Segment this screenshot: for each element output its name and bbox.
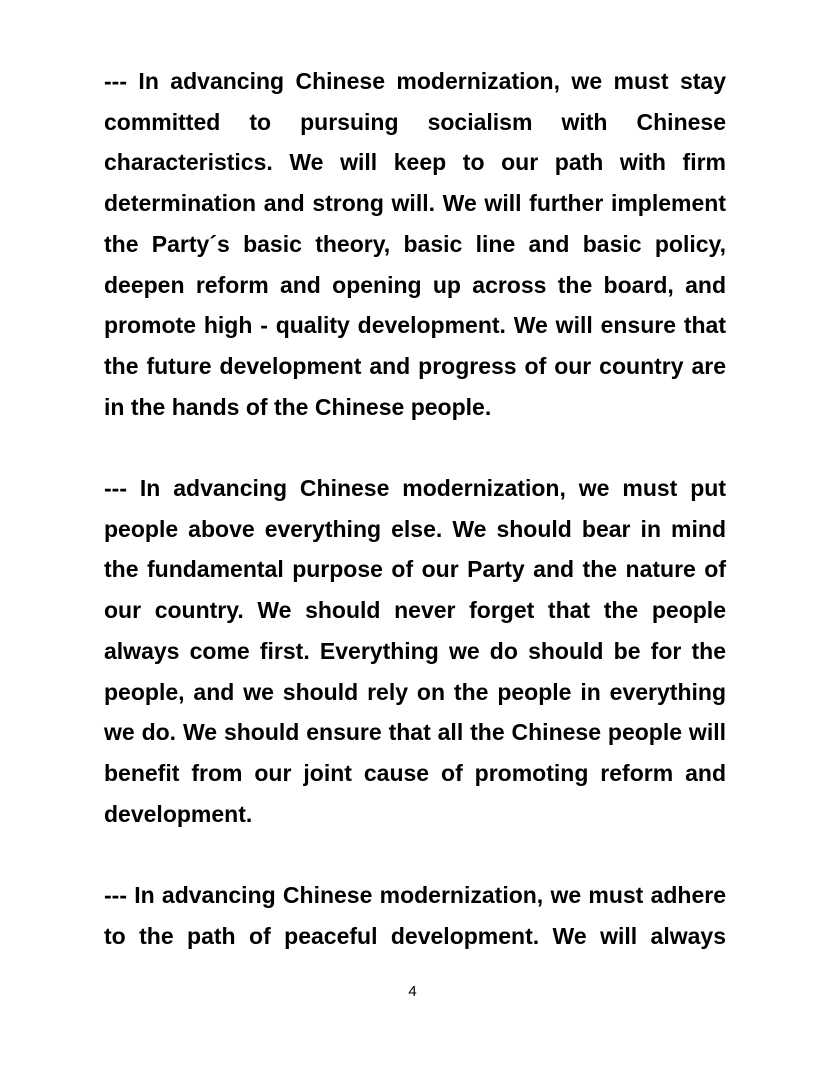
paragraph [104, 61, 726, 427]
text-line: to the path of peaceful development. We will always [104, 922, 726, 949]
text-line: always come first. Everything we do should be for the [104, 637, 726, 664]
text-line: people, and we should rely on the people in everything [104, 678, 726, 705]
text-line: characteristics. We will keep to our path with firm [104, 149, 726, 176]
paragraph [104, 875, 726, 956]
text-line: our country. We should never forget that the people [104, 597, 726, 624]
text-line: benefit from our joint cause of promoting reform and [104, 759, 726, 786]
text-line: in the hands of the Chinese people. [104, 393, 492, 420]
text-line: we do. We should ensure that all the Chinese people will [104, 719, 726, 746]
text-line: people above everything else. We should bear in mind [104, 515, 726, 542]
text-line: the future development and progress of our country are [104, 352, 726, 379]
text-line: the Party´s basic theory, basic line and basic policy, [104, 230, 726, 257]
text-line: development. [104, 800, 253, 827]
text-line: --- In advancing Chinese modernization, we must stay [104, 68, 726, 94]
text-line: the fundamental purpose of our Party and the nature of [104, 556, 726, 583]
text-line: committed to pursuing socialism with Chinese [104, 108, 726, 135]
text-line: --- In advancing Chinese modernization, we must adhere [104, 882, 726, 909]
page-number: 4 [408, 983, 417, 1000]
text-line: promote high - quality development. We will ensure that [104, 312, 726, 339]
text-line: deepen reform and opening up across the board, and [104, 271, 726, 298]
paragraph [104, 468, 726, 834]
text-line: --- In advancing Chinese modernization, we must put [104, 475, 726, 502]
document-body [104, 61, 726, 997]
text-line: determination and strong will. We will further implement [104, 190, 726, 217]
